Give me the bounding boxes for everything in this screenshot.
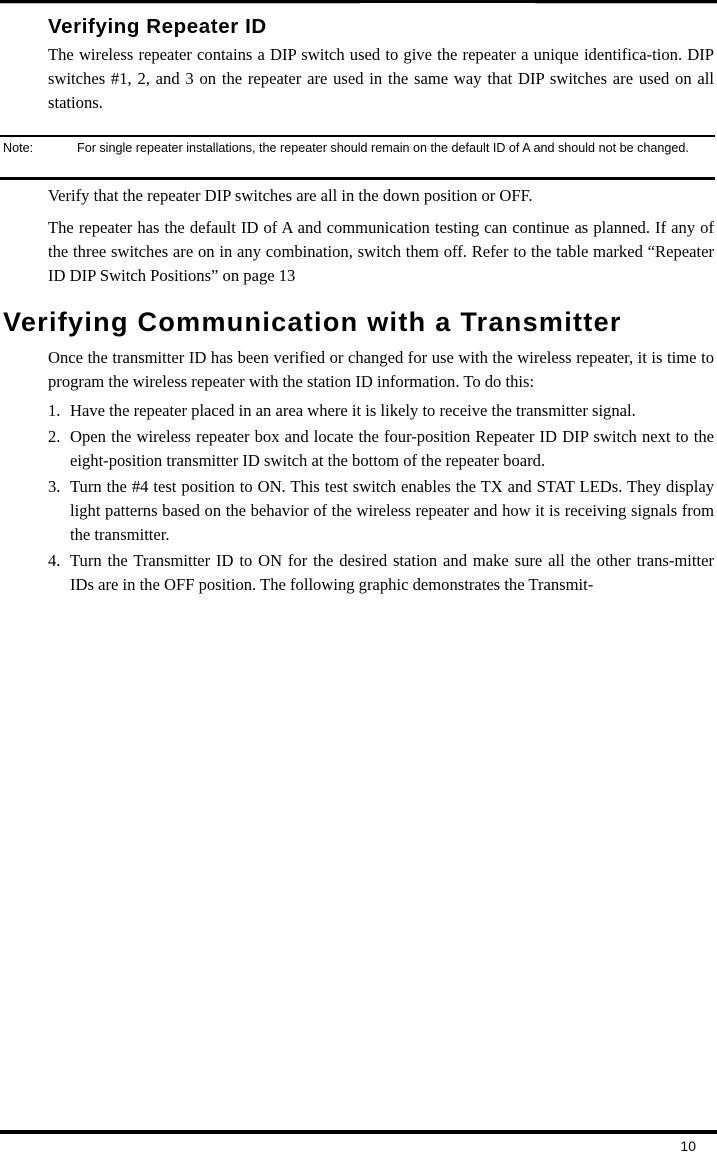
step-text: Have the repeater placed in an area where it is likely to receive the transmitter signal. xyxy=(70,401,636,420)
note-label: Note: xyxy=(3,141,34,155)
procedure-steps xyxy=(48,399,714,599)
default-id-paragraph: The repeater has the default ID of A and communication testing can continue as planned. If any of the three switches are on in any combination, switch them off. Refer to the table marked “Repeater ID DIP Switch Positions” on page 13 xyxy=(48,218,714,285)
list-item xyxy=(48,425,714,473)
step-number: 2. xyxy=(48,427,61,446)
footer-rule xyxy=(0,1130,717,1134)
section-heading-repeater-id: Verifying Repeater ID xyxy=(48,15,267,38)
list-item xyxy=(48,399,714,423)
repeater-intro-paragraph: The wireless repeater contains a DIP switch used to give the repeater a unique identifica-tion. DIP switches #1, 2, and 3 on the repeater are used in the same way that DIP switches are used on all stations. xyxy=(48,45,714,112)
section-heading-transmitter: Verifying Communication with a Transmitter xyxy=(3,307,622,337)
step-number: 3. xyxy=(48,477,61,496)
page-number: 10 xyxy=(680,1138,696,1154)
list-item xyxy=(48,475,714,547)
verify-switches-paragraph: Verify that the repeater DIP switches are all in the down position or OFF. xyxy=(48,186,533,205)
step-number: 4. xyxy=(48,551,61,570)
note-top-rule xyxy=(0,135,715,137)
step-text: Open the wireless repeater box and locate the four-position Repeater ID DIP switch next to the eight-position transmitter ID switch at the bottom of the repeater board. xyxy=(70,427,714,470)
header-rule xyxy=(0,0,717,5)
note-bottom-rule xyxy=(0,177,715,180)
step-text: Turn the #4 test position to ON. This test switch enables the TX and STAT LEDs. They display light patterns based on the behavior of the wireless repeater and how it is receiving signals from the transmitter. xyxy=(70,477,714,544)
transmitter-intro-paragraph: Once the transmitter ID has been verified or changed for use with the wireless repeater, it is time to program the wireless repeater with the station ID information. To do this: xyxy=(48,348,714,391)
note-text: For single repeater installations, the repeater should remain on the default ID of A and should not be changed. xyxy=(77,141,689,155)
step-text: Turn the Transmitter ID to ON for the desired station and make sure all the other trans-mitter IDs are in the OFF position. The following graphic demonstrates the Transmit- xyxy=(70,551,714,594)
list-item xyxy=(48,549,714,597)
step-number: 1. xyxy=(48,401,61,420)
